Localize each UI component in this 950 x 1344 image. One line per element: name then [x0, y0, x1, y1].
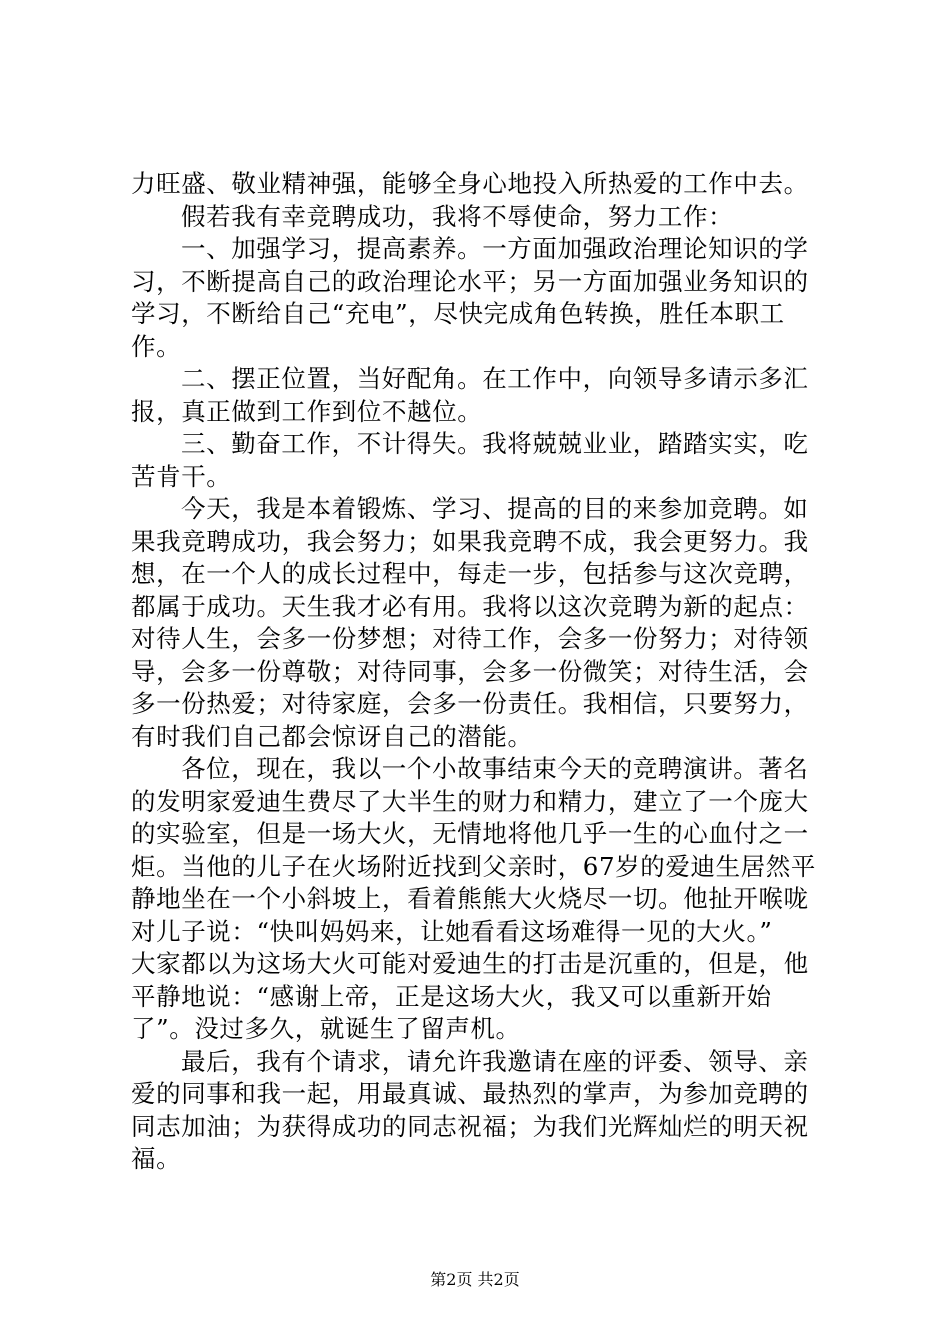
- text-line: 最后，我有个请求，请允许我邀请在座的评委、领导、亲: [181, 1046, 809, 1076]
- text-line: 学习，不断给自己“充电”，尽快完成角色转换，胜任本职工: [131, 299, 785, 328]
- text-line: 报，真正做到工作到位不越位。: [131, 396, 483, 426]
- text-line: 作。: [131, 331, 182, 361]
- text-line: 的实验室，但是一场大火，无情地将他几乎一生的心血付之一: [131, 819, 809, 848]
- text-line: 爱的同事和我一起，用最真诚、最热烈的掌声，为参加竞聘的: [131, 1079, 809, 1108]
- text-line: 力旺盛、敬业精神强，能够全身心地投入所热爱的工作中去。: [131, 169, 809, 198]
- text-line: 假若我有幸竞聘成功，我将不辱使命，努力工作：: [181, 201, 734, 231]
- text-line: 想，在一个人的成长过程中，每走一步，包括参与这次竞聘，: [131, 559, 809, 588]
- text-line: 大家都以为这场大火可能对爱迪生的打击是沉重的，但是，他: [131, 949, 809, 978]
- text-line: 今天，我是本着锻炼、学习、提高的目的来参加竞聘。如: [181, 494, 809, 523]
- text-line: 二、摆正位置，当好配角。在工作中，向领导多请示多汇: [181, 364, 809, 393]
- text-line: 都属于成功。天生我才必有用。我将以这次竞聘为新的起点：: [131, 591, 809, 621]
- text-line: 各位，现在，我以一个小故事结束今天的竞聘演讲。著名: [181, 754, 809, 783]
- text-line: 对儿子说：“快叫妈妈来，让她看看这场难得一见的大火。”: [131, 916, 773, 946]
- text-line: 同志加油；为获得成功的同志祝福；为我们光辉灿烂的明天祝: [131, 1111, 809, 1141]
- text-line: 福。: [131, 1144, 182, 1173]
- text-line: 的发明家爱迪生费尽了大半生的财力和精力，建立了一个庞大: [131, 786, 809, 816]
- text-line: 苦肯干。: [131, 461, 232, 491]
- text-line: 对待人生，会多一份梦想；对待工作，会多一份努力；对待领: [131, 624, 809, 653]
- text-line: 平静地说：“感谢上帝，正是这场大火，我又可以重新开始: [131, 981, 772, 1011]
- text-line: 炬。当他的儿子在火场附近找到父亲时，67岁的爱迪生居然平: [131, 851, 816, 881]
- text-line: 习，不断提高自己的政治理论水平；另一方面加强业务知识的: [131, 266, 809, 296]
- text-line: 静地坐在一个小斜坡上，看着熊熊大火烧尽一切。他扯开喉咙: [131, 884, 809, 913]
- text-line: 果我竞聘成功，我会努力；如果我竞聘不成，我会更努力。我: [131, 526, 809, 556]
- text-line: 三、勤奋工作，不计得失。我将兢兢业业，踏踏实实，吃: [181, 429, 809, 458]
- page-number: 第2页 共2页: [430, 1270, 520, 1289]
- text-line: 多一份热爱；对待家庭，会多一份责任。我相信，只要努力，: [131, 689, 809, 718]
- text-line: 导，会多一份尊敬；对待同事，会多一份微笑；对待生活，会: [131, 656, 809, 686]
- text-line: 了”。没过多久，就诞生了留声机。: [131, 1014, 521, 1043]
- text-line: 一、加强学习，提高素养。一方面加强政治理论知识的学: [181, 234, 809, 263]
- document-body: [131, 168, 835, 1176]
- page-footer: [0, 1270, 950, 1290]
- text-line: 有时我们自己都会惊讶自己的潜能。: [131, 721, 533, 751]
